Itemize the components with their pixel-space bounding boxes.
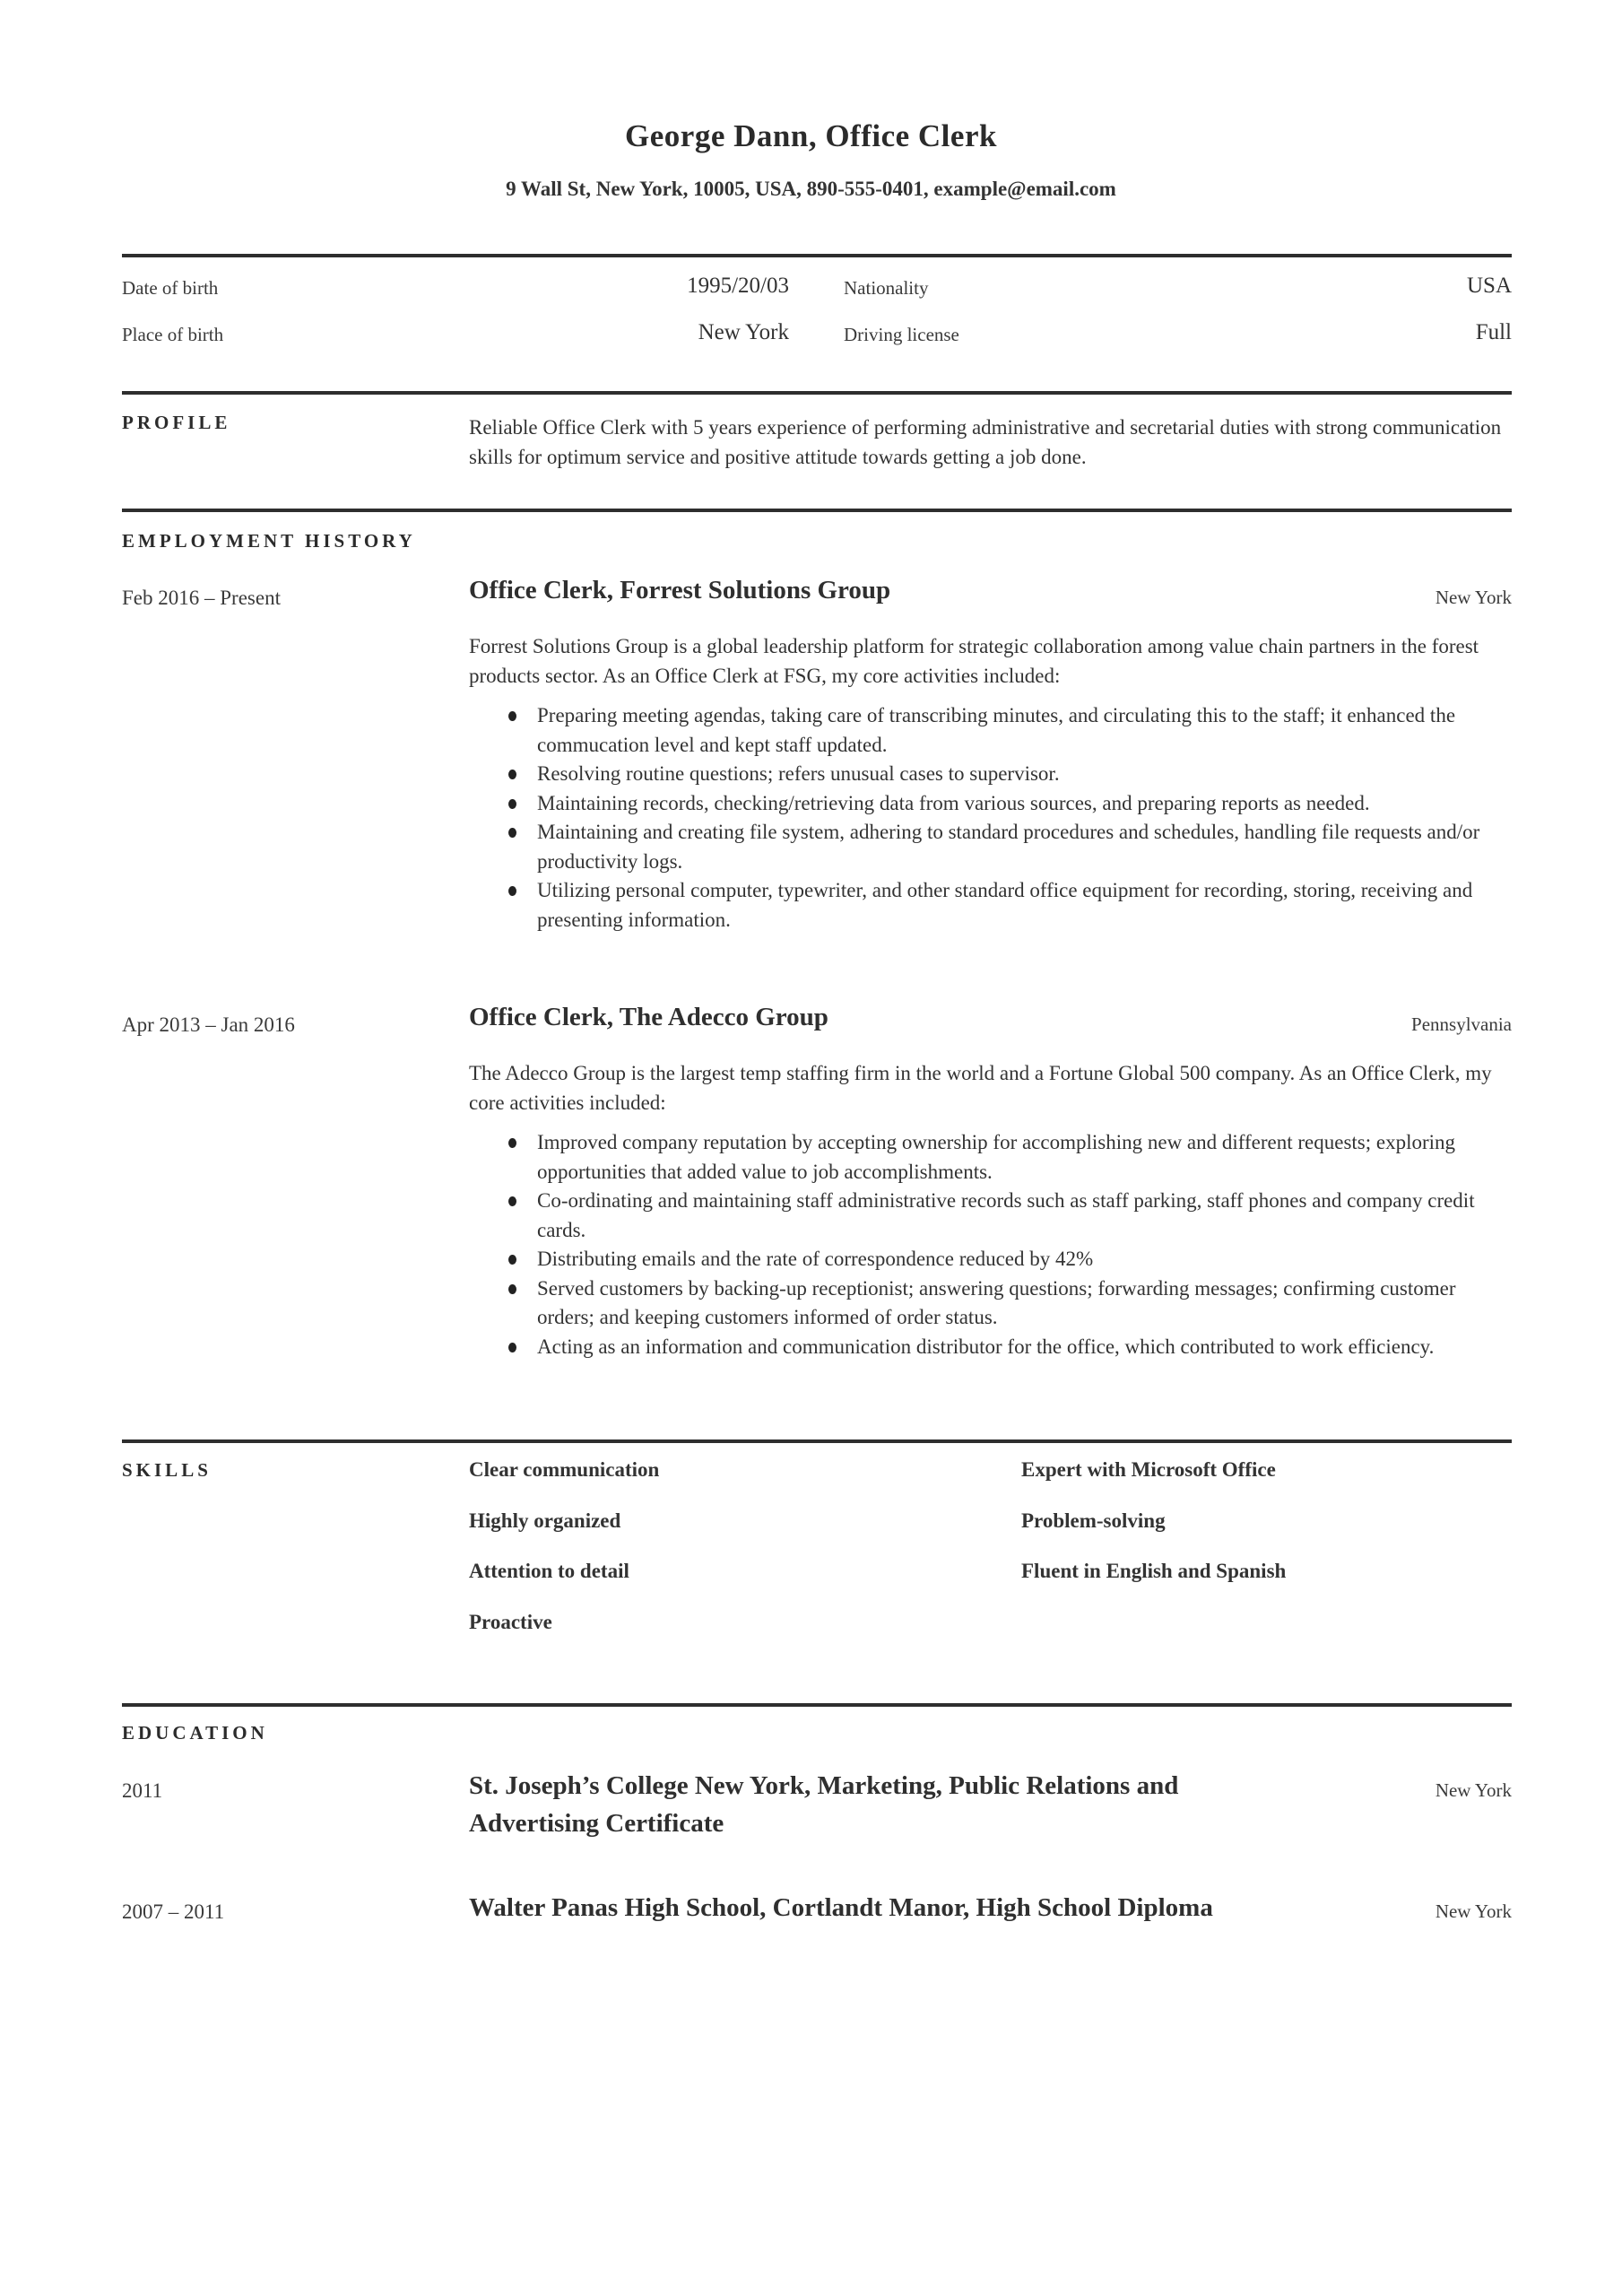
job-description: The Adecco Group is the largest temp staffing firm in the world and a Fortune Global 500 company. As an Office Clerk, my core activities included:: [469, 1062, 1492, 1114]
list-item: Co-ordinating and maintaining staff administrative records such as staff parking, staff phones and company credit cards.: [469, 1187, 1514, 1245]
list-item: Maintaining and creating file system, adhering to standard procedures and schedules, handling file requests and/or productivity logs.: [469, 818, 1514, 876]
employment-heading: EMPLOYMENT HISTORY: [122, 530, 416, 552]
list-item: Served customers by backing-up receptionist; answering questions; forwarding messages; confirming customer orders; and keeping customers informed of order status.: [469, 1274, 1514, 1333]
divider: [122, 1703, 1512, 1707]
list-item: Preparing meeting agendas, taking care of transcribing minutes, and circulating this to the staff; it enhanced the commucation level and kept staff updated.: [469, 701, 1514, 760]
list-item: Resolving routine questions; refers unusual cases to supervisor.: [469, 760, 1514, 789]
skills-heading: SKILLS: [122, 1459, 212, 1481]
education-title: St. Joseph’s College New York, Marketing, Public Relations and Advertising Certificate: [469, 1771, 1179, 1838]
divider: [122, 1439, 1512, 1443]
list-item: Utilizing personal computer, typewriter, and other standard office equipment for recording, storing, receiving and presenting information.: [469, 876, 1514, 935]
skill-item: Proactive: [469, 1611, 552, 1633]
resume-name-title: George Dann, Office Clerk: [625, 118, 997, 153]
skill-item: Highly organized: [469, 1509, 621, 1532]
job-location: New York: [1435, 587, 1512, 608]
place-of-birth-value: New York: [698, 320, 789, 344]
bullet-icon: [508, 1255, 516, 1265]
list-item: Maintaining records, checking/retrieving data from various sources, and preparing reports as needed.: [469, 789, 1514, 819]
education-dates: 2007 – 2011: [122, 1900, 225, 1923]
nationality-label: Nationality: [844, 277, 929, 299]
date-of-birth-label: Date of birth: [122, 277, 219, 299]
job-bullets: [469, 701, 1514, 935]
education-title: Walter Panas High School, Cortlandt Manor, High School Diploma: [469, 1893, 1213, 1922]
divider: [122, 254, 1512, 257]
job-dates: Feb 2016 – Present: [122, 587, 281, 609]
list-item: Improved company reputation by accepting ownership for accomplishing new and different requests; exploring opportunities that added value to job accomplishments.: [469, 1128, 1514, 1187]
bullet-icon: [508, 1343, 516, 1352]
education-location: New York: [1435, 1779, 1512, 1801]
contact-info: 9 Wall St, New York, 10005, USA, 890-555-0401, example@email.com: [506, 178, 1116, 200]
education-dates: 2011: [122, 1779, 163, 1802]
job-description: Forrest Solutions Group is a global leadership platform for strategic collaboration among value chain partners in the forest products sector. As an Office Clerk at FSG, my core activities included:: [469, 635, 1479, 687]
bullet-icon: [508, 828, 516, 838]
profile-heading: PROFILE: [122, 412, 231, 433]
divider: [122, 509, 1512, 512]
job-location: Pennsylvania: [1411, 1013, 1512, 1035]
job-bullets: [469, 1128, 1514, 1361]
job-title: Office Clerk, The Adecco Group: [469, 1003, 828, 1031]
bullet-icon: [508, 1196, 516, 1206]
skill-item: Fluent in English and Spanish: [1021, 1560, 1287, 1582]
job-title: Office Clerk, Forrest Solutions Group: [469, 576, 891, 604]
bullet-icon: [508, 886, 516, 896]
driving-license-label: Driving license: [844, 324, 959, 345]
education-heading: EDUCATION: [122, 1722, 268, 1744]
job-dates: Apr 2013 – Jan 2016: [122, 1013, 295, 1036]
skill-item: Attention to detail: [469, 1560, 629, 1582]
skill-item: Expert with Microsoft Office: [1021, 1458, 1276, 1481]
list-item: Acting as an information and communication distributor for the office, which contributed to work efficiency.: [469, 1333, 1514, 1362]
divider: [122, 391, 1512, 395]
driving-license-value: Full: [1475, 320, 1512, 344]
nationality-value: USA: [1466, 274, 1512, 298]
education-location: New York: [1435, 1900, 1512, 1922]
skill-item: Clear communication: [469, 1458, 660, 1481]
skill-item: Problem-solving: [1021, 1509, 1166, 1532]
bullet-icon: [508, 799, 516, 809]
profile-text: Reliable Office Clerk with 5 years experience of performing administrative and secretarial duties with strong communication skills for optimum service and positive attitude towards getting a job done.: [469, 416, 1502, 468]
place-of-birth-label: Place of birth: [122, 324, 224, 345]
date-of-birth-value: 1995/20/03: [687, 274, 789, 298]
bullet-icon: [508, 711, 516, 721]
bullet-icon: [508, 1138, 516, 1148]
bullet-icon: [508, 1284, 516, 1294]
list-item: Distributing emails and the rate of correspondence reduced by 42%: [469, 1245, 1514, 1274]
bullet-icon: [508, 770, 516, 779]
